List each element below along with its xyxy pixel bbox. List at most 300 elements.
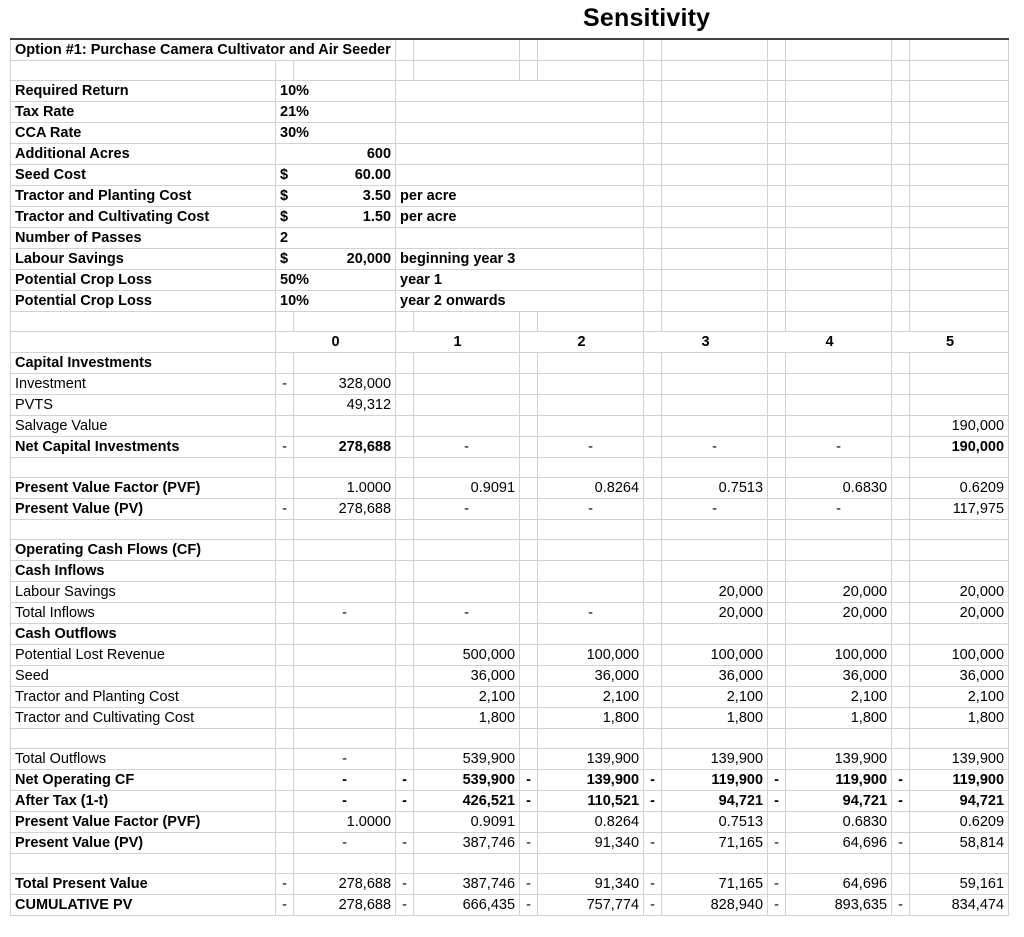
- sign-cell: -: [644, 770, 662, 791]
- row-label: Cash Inflows: [11, 561, 276, 582]
- input-empty-cell: [786, 102, 892, 123]
- sign-cell: -: [520, 895, 538, 916]
- sign-cell: [768, 520, 786, 540]
- sign-cell: [768, 395, 786, 416]
- value-cell: 100,000: [538, 645, 644, 666]
- input-empty-cell: [768, 123, 786, 144]
- input-empty-cell: [892, 270, 910, 291]
- sign-cell: [644, 437, 662, 458]
- sign-cell: [644, 395, 662, 416]
- input-empty-cell: [786, 270, 892, 291]
- value-cell: [910, 540, 1009, 561]
- sheet-body: [11, 39, 1009, 916]
- value-cell: 139,900: [538, 749, 644, 770]
- sign-cell: [768, 478, 786, 499]
- value-cell: [294, 729, 396, 749]
- input-empty-cell: [644, 123, 662, 144]
- input-value: 30%: [276, 123, 396, 144]
- value-cell: [910, 353, 1009, 374]
- sign-cell: [276, 478, 294, 499]
- input-amount: 3.50: [362, 188, 392, 204]
- input-empty-cell: [786, 207, 892, 228]
- value-cell: 71,165: [662, 874, 768, 895]
- row-label: Present Value (PV): [11, 499, 276, 520]
- spacer-row: [11, 458, 1009, 478]
- input-row: [11, 144, 1009, 165]
- spacer-empty-cell: [276, 61, 294, 81]
- sign-cell: [768, 561, 786, 582]
- input-amount: 60.00: [354, 167, 392, 183]
- sign-cell: -: [520, 770, 538, 791]
- spacer-empty-cell: [396, 312, 414, 332]
- value-cell: [662, 520, 768, 540]
- value-cell: -: [786, 499, 892, 520]
- input-value: 10%: [276, 291, 396, 312]
- spacer-empty-cell: [786, 61, 892, 81]
- value-cell: 2,100: [414, 687, 520, 708]
- sign-cell: [396, 395, 414, 416]
- table-row: [11, 708, 1009, 729]
- sign-cell: [396, 624, 414, 645]
- row-label: Tractor and Planting Cost: [11, 687, 276, 708]
- value-cell: [786, 540, 892, 561]
- value-cell: -: [538, 437, 644, 458]
- value-cell: [414, 561, 520, 582]
- table-row: [11, 874, 1009, 895]
- value-cell: -: [538, 499, 644, 520]
- input-empty-cell: [644, 102, 662, 123]
- sign-cell: [520, 499, 538, 520]
- value-cell: [786, 353, 892, 374]
- value-cell: -: [414, 603, 520, 624]
- value-cell: 20,000: [662, 603, 768, 624]
- value-cell: 36,000: [414, 666, 520, 687]
- sign-cell: -: [276, 499, 294, 520]
- input-empty-cell: [768, 186, 786, 207]
- sign-cell: [644, 708, 662, 729]
- value-cell: 539,900: [414, 770, 520, 791]
- spacer-empty-cell: [520, 61, 538, 81]
- value-cell: 58,814: [910, 833, 1009, 854]
- row-label: Labour Savings: [11, 582, 276, 603]
- value-cell: 36,000: [538, 666, 644, 687]
- sign-cell: [396, 540, 414, 561]
- row-label: Capital Investments: [11, 353, 276, 374]
- value-cell: [910, 561, 1009, 582]
- input-empty-cell: [892, 144, 910, 165]
- input-empty-cell: [662, 186, 768, 207]
- sign-cell: [644, 520, 662, 540]
- value-cell: 91,340: [538, 874, 644, 895]
- sign-cell: -: [276, 895, 294, 916]
- spacer-empty-cell: [662, 61, 768, 81]
- input-row: [11, 249, 1009, 270]
- sign-cell: [520, 374, 538, 395]
- sign-cell: [520, 353, 538, 374]
- value-cell: [662, 416, 768, 437]
- sign-cell: -: [276, 437, 294, 458]
- sign-cell: [892, 729, 910, 749]
- title-empty-cell: [414, 39, 520, 61]
- sign-cell: [276, 749, 294, 770]
- value-cell: 0.9091: [414, 478, 520, 499]
- input-value: 10%: [276, 81, 396, 102]
- value-cell: 91,340: [538, 833, 644, 854]
- spacer-empty-cell: [644, 312, 662, 332]
- sign-cell: [892, 874, 910, 895]
- value-cell: [910, 458, 1009, 478]
- sign-cell: [644, 582, 662, 603]
- sign-cell: [768, 708, 786, 729]
- sign-cell: [892, 854, 910, 874]
- table-row: [11, 624, 1009, 645]
- input-empty-cell: [892, 228, 910, 249]
- sign-cell: [276, 353, 294, 374]
- input-note: [396, 165, 644, 186]
- value-cell: [786, 458, 892, 478]
- sign-cell: [276, 666, 294, 687]
- input-empty-cell: [644, 81, 662, 102]
- value-cell: [414, 353, 520, 374]
- value-cell: [538, 395, 644, 416]
- sign-cell: [276, 458, 294, 478]
- value-cell: 20,000: [910, 603, 1009, 624]
- value-cell: 0.7513: [662, 478, 768, 499]
- input-empty-cell: [910, 81, 1009, 102]
- title-empty-cell: [910, 39, 1009, 61]
- input-empty-cell: [644, 186, 662, 207]
- value-cell: [538, 540, 644, 561]
- sign-cell: -: [644, 833, 662, 854]
- input-empty-cell: [644, 291, 662, 312]
- input-empty-cell: [892, 123, 910, 144]
- row-label: Total Outflows: [11, 749, 276, 770]
- input-empty-cell: [662, 81, 768, 102]
- sign-cell: [644, 687, 662, 708]
- input-note: beginning year 3: [396, 249, 644, 270]
- sign-cell: -: [892, 791, 910, 812]
- value-cell: 1,800: [910, 708, 1009, 729]
- input-label: CCA Rate: [11, 123, 276, 144]
- value-cell: 119,900: [662, 770, 768, 791]
- value-cell: [910, 854, 1009, 874]
- sign-cell: [276, 416, 294, 437]
- sign-cell: [396, 603, 414, 624]
- sign-cell: -: [520, 791, 538, 812]
- input-empty-cell: [662, 228, 768, 249]
- sign-cell: [520, 395, 538, 416]
- value-cell: 2,100: [662, 687, 768, 708]
- value-cell: 278,688: [294, 437, 396, 458]
- title-empty-cell: [662, 39, 768, 61]
- spacer-empty-cell: [892, 61, 910, 81]
- value-cell: [414, 582, 520, 603]
- input-value: [276, 165, 396, 186]
- spacer-empty-cell: [644, 61, 662, 81]
- value-cell: 59,161: [910, 874, 1009, 895]
- value-cell: 71,165: [662, 833, 768, 854]
- value-cell: 20,000: [910, 582, 1009, 603]
- value-cell: 0.6830: [786, 812, 892, 833]
- value-cell: [294, 540, 396, 561]
- row-label: Operating Cash Flows (CF): [11, 540, 276, 561]
- input-row: [11, 228, 1009, 249]
- value-cell: [662, 561, 768, 582]
- title-empty-cell: [892, 39, 910, 61]
- value-cell: [910, 624, 1009, 645]
- value-cell: -: [294, 603, 396, 624]
- sign-cell: -: [768, 874, 786, 895]
- year-header: 4: [768, 332, 892, 353]
- spacer-empty-cell: [520, 312, 538, 332]
- value-cell: 387,746: [414, 874, 520, 895]
- sign-cell: [768, 582, 786, 603]
- input-empty-cell: [910, 144, 1009, 165]
- value-cell: 100,000: [910, 645, 1009, 666]
- value-cell: [294, 582, 396, 603]
- sign-cell: [520, 582, 538, 603]
- input-empty-cell: [768, 228, 786, 249]
- value-cell: 190,000: [910, 437, 1009, 458]
- sign-cell: [892, 374, 910, 395]
- sign-cell: [644, 374, 662, 395]
- value-cell: [662, 353, 768, 374]
- spacer-empty-cell: [538, 312, 644, 332]
- input-empty-cell: [768, 291, 786, 312]
- value-cell: [786, 854, 892, 874]
- input-row: [11, 165, 1009, 186]
- value-cell: 36,000: [662, 666, 768, 687]
- value-cell: [538, 854, 644, 874]
- value-cell: [786, 729, 892, 749]
- input-empty-cell: [768, 144, 786, 165]
- row-label: Tractor and Cultivating Cost: [11, 708, 276, 729]
- value-cell: 500,000: [414, 645, 520, 666]
- value-cell: 94,721: [910, 791, 1009, 812]
- sign-cell: [396, 749, 414, 770]
- input-empty-cell: [892, 249, 910, 270]
- sign-cell: [396, 374, 414, 395]
- sign-cell: [892, 353, 910, 374]
- input-empty-cell: [644, 270, 662, 291]
- value-cell: 20,000: [662, 582, 768, 603]
- value-cell: 0.8264: [538, 478, 644, 499]
- sign-cell: [396, 687, 414, 708]
- row-label: Cash Outflows: [11, 624, 276, 645]
- input-empty-cell: [910, 165, 1009, 186]
- value-cell: 100,000: [662, 645, 768, 666]
- input-note: [396, 144, 644, 165]
- year-header: 0: [276, 332, 396, 353]
- value-cell: [294, 666, 396, 687]
- sign-cell: [520, 437, 538, 458]
- value-cell: 757,774: [538, 895, 644, 916]
- value-cell: 828,940: [662, 895, 768, 916]
- value-cell: 539,900: [414, 749, 520, 770]
- sign-cell: [520, 708, 538, 729]
- row-label: Net Operating CF: [11, 770, 276, 791]
- value-cell: [538, 729, 644, 749]
- value-cell: [538, 353, 644, 374]
- input-empty-cell: [768, 249, 786, 270]
- sign-cell: -: [520, 874, 538, 895]
- value-cell: 1,800: [538, 708, 644, 729]
- sign-cell: [276, 395, 294, 416]
- spacer-empty-cell: [11, 61, 276, 81]
- value-cell: [662, 374, 768, 395]
- input-empty-cell: [910, 249, 1009, 270]
- value-cell: [910, 395, 1009, 416]
- spacer-empty-cell: [910, 61, 1009, 81]
- input-empty-cell: [892, 291, 910, 312]
- value-cell: 278,688: [294, 874, 396, 895]
- value-cell: 2,100: [910, 687, 1009, 708]
- value-cell: [414, 374, 520, 395]
- spacer-row: [11, 729, 1009, 749]
- table-row: [11, 895, 1009, 916]
- input-row: [11, 81, 1009, 102]
- value-cell: -: [294, 749, 396, 770]
- input-empty-cell: [786, 249, 892, 270]
- value-cell: 278,688: [294, 499, 396, 520]
- spacer-empty-cell: [11, 312, 276, 332]
- value-cell: [538, 374, 644, 395]
- value-cell: 36,000: [786, 666, 892, 687]
- input-value: [276, 249, 396, 270]
- input-empty-cell: [662, 102, 768, 123]
- sign-cell: [768, 353, 786, 374]
- value-cell: [414, 458, 520, 478]
- sign-cell: -: [892, 770, 910, 791]
- sign-cell: -: [768, 895, 786, 916]
- value-cell: 0.6209: [910, 812, 1009, 833]
- sign-cell: [892, 395, 910, 416]
- input-empty-cell: [910, 270, 1009, 291]
- input-note: year 2 onwards: [396, 291, 644, 312]
- value-cell: 119,900: [786, 770, 892, 791]
- input-label: Potential Crop Loss: [11, 270, 276, 291]
- sign-cell: [768, 416, 786, 437]
- sign-cell: [892, 520, 910, 540]
- sign-cell: [892, 458, 910, 478]
- input-empty-cell: [910, 102, 1009, 123]
- value-cell: -: [538, 603, 644, 624]
- sign-cell: [768, 374, 786, 395]
- year-header: 2: [520, 332, 644, 353]
- value-cell: 0.9091: [414, 812, 520, 833]
- table-row: [11, 770, 1009, 791]
- year-header-row: [11, 332, 1009, 353]
- value-cell: 64,696: [786, 874, 892, 895]
- row-label: PVTS: [11, 395, 276, 416]
- input-empty-cell: [768, 207, 786, 228]
- value-cell: 190,000: [910, 416, 1009, 437]
- title-empty-cell: [786, 39, 892, 61]
- row-label: After Tax (1-t): [11, 791, 276, 812]
- row-label: Seed: [11, 666, 276, 687]
- value-cell: 139,900: [538, 770, 644, 791]
- sign-cell: -: [520, 833, 538, 854]
- table-row: [11, 666, 1009, 687]
- sign-cell: [644, 666, 662, 687]
- sign-cell: [276, 833, 294, 854]
- value-cell: [294, 458, 396, 478]
- sign-cell: [276, 687, 294, 708]
- value-cell: [662, 395, 768, 416]
- value-cell: 139,900: [786, 749, 892, 770]
- spacer-empty-cell: [768, 61, 786, 81]
- value-cell: -: [662, 437, 768, 458]
- sign-cell: [768, 540, 786, 561]
- value-cell: [786, 374, 892, 395]
- value-cell: [294, 561, 396, 582]
- input-note: per acre: [396, 207, 644, 228]
- table-row: [11, 791, 1009, 812]
- value-cell: 1.0000: [294, 478, 396, 499]
- input-empty-cell: [662, 291, 768, 312]
- input-empty-cell: [644, 249, 662, 270]
- input-empty-cell: [910, 291, 1009, 312]
- table-row: [11, 353, 1009, 374]
- sign-cell: -: [892, 833, 910, 854]
- sign-cell: [520, 854, 538, 874]
- sign-cell: [768, 499, 786, 520]
- input-empty-cell: [910, 123, 1009, 144]
- value-cell: [662, 854, 768, 874]
- input-empty-cell: [786, 165, 892, 186]
- sign-cell: [276, 520, 294, 540]
- input-value: 600: [276, 144, 396, 165]
- value-cell: [294, 416, 396, 437]
- spacer-empty-cell: [662, 312, 768, 332]
- value-cell: 278,688: [294, 895, 396, 916]
- value-cell: 2,100: [786, 687, 892, 708]
- row-label: CUMULATIVE PV: [11, 895, 276, 916]
- input-empty-cell: [786, 291, 892, 312]
- sign-cell: [768, 437, 786, 458]
- input-empty-cell: [662, 249, 768, 270]
- sign-cell: [396, 854, 414, 874]
- input-empty-cell: [662, 270, 768, 291]
- input-empty-cell: [768, 270, 786, 291]
- value-cell: 328,000: [294, 374, 396, 395]
- input-note: [396, 81, 644, 102]
- input-empty-cell: [768, 81, 786, 102]
- sign-cell: -: [768, 833, 786, 854]
- sign-cell: [768, 603, 786, 624]
- sign-cell: [644, 353, 662, 374]
- sign-cell: [644, 540, 662, 561]
- sign-cell: [768, 729, 786, 749]
- title-empty-cell: [538, 39, 644, 61]
- row-label: Present Value Factor (PVF): [11, 478, 276, 499]
- value-cell: [294, 687, 396, 708]
- year-header: 3: [644, 332, 768, 353]
- page-title: Sensitivity: [583, 4, 711, 32]
- currency-symbol: $: [280, 167, 289, 183]
- input-empty-cell: [768, 165, 786, 186]
- sign-cell: -: [396, 791, 414, 812]
- sign-cell: [892, 561, 910, 582]
- input-empty-cell: [662, 165, 768, 186]
- input-empty-cell: [892, 207, 910, 228]
- option-title-row: [11, 39, 1009, 61]
- input-empty-cell: [892, 165, 910, 186]
- spacer-empty-cell: [414, 61, 520, 81]
- sign-cell: [276, 645, 294, 666]
- currency-symbol: $: [280, 251, 289, 267]
- value-cell: [662, 540, 768, 561]
